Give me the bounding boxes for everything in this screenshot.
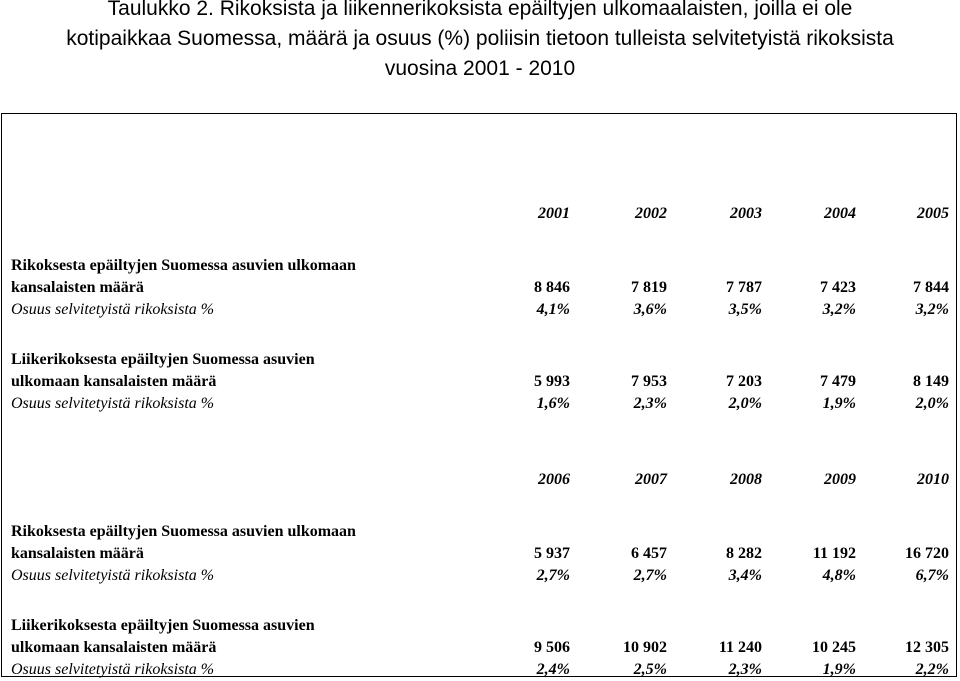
year-header: 2009: [824, 471, 856, 488]
share-cell: 4,8%: [822, 567, 856, 584]
share-label: Osuus selvitetyistä rikoksista %: [11, 301, 215, 318]
share-cell: 2,7%: [536, 567, 570, 584]
share-cell: 1,9%: [822, 661, 856, 678]
caption-line-2: kotipaikkaa Suomessa, määrä ja osuus (%) poliisin tietoon tulleista selvitetyistä rikoksista: [66, 27, 894, 50]
share-cell: 3,2%: [915, 301, 949, 318]
count-cell: 7 423: [820, 279, 856, 296]
share-cell: 3,4%: [728, 567, 762, 584]
count-cell: 10 245: [812, 639, 856, 656]
count-cell: 5 993: [534, 373, 570, 390]
share-cell: 6,7%: [915, 567, 949, 584]
share-cell: 4,1%: [536, 301, 570, 318]
year-header: 2003: [730, 205, 762, 222]
count-cell: 9 506: [534, 639, 570, 656]
share-cell: 2,0%: [915, 395, 949, 412]
count-cell: 10 902: [623, 639, 667, 656]
year-header: 2008: [730, 471, 762, 488]
year-header: 2005: [917, 205, 949, 222]
share-cell: 2,5%: [633, 661, 667, 678]
share-label: Osuus selvitetyistä rikoksista %: [11, 395, 215, 412]
count-cell: 12 305: [905, 639, 949, 656]
share-label: Osuus selvitetyistä rikoksista %: [11, 661, 215, 678]
count-cell: 8 149: [913, 373, 949, 390]
count-cell: 8 846: [534, 279, 570, 296]
row-label: kansalaisten määrä: [11, 545, 144, 562]
row-label: ulkomaan kansalaisten määrä: [11, 373, 217, 390]
year-header: 2004: [824, 205, 856, 222]
count-cell: 11 192: [812, 545, 856, 562]
count-cell: 11 240: [718, 639, 762, 656]
share-cell: 2,3%: [728, 661, 762, 678]
share-cell: 1,6%: [536, 395, 570, 412]
share-cell: 3,6%: [633, 301, 667, 318]
share-cell: 3,5%: [728, 301, 762, 318]
count-cell: 16 720: [905, 545, 949, 562]
caption-line-3: vuosina 2001 - 2010: [384, 57, 576, 80]
count-cell: 7 787: [726, 279, 762, 296]
count-cell: 7 203: [726, 373, 762, 390]
year-header: 2002: [635, 205, 667, 222]
row-label: ulkomaan kansalaisten määrä: [11, 639, 217, 656]
caption-line-1: Taulukko 2. Rikoksista ja liikennerikoksista epäiltyjen ulkomaalaisten, joilla ei ole: [107, 0, 853, 20]
count-cell: 7 953: [631, 373, 667, 390]
count-cell: 7 479: [820, 373, 856, 390]
count-cell: 7 819: [631, 279, 667, 296]
share-cell: 2,2%: [915, 661, 949, 678]
share-cell: 2,3%: [633, 395, 667, 412]
share-label: Osuus selvitetyistä rikoksista %: [11, 567, 215, 584]
year-header: 2007: [635, 471, 667, 488]
share-cell: 2,7%: [633, 567, 667, 584]
share-cell: 2,4%: [536, 661, 570, 678]
share-cell: 3,2%: [822, 301, 856, 318]
count-cell: 7 844: [913, 279, 949, 296]
year-header: 2001: [538, 205, 570, 222]
year-header: 2006: [538, 471, 570, 488]
year-header: 2010: [917, 471, 949, 488]
count-cell: 5 937: [534, 545, 570, 562]
share-cell: 2,0%: [728, 395, 762, 412]
count-cell: 8 282: [726, 545, 762, 562]
row-label: Rikoksesta epäiltyjen Suomessa asuvien ulkomaan: [11, 523, 356, 540]
row-label: kansalaisten määrä: [11, 279, 144, 296]
share-cell: 1,9%: [822, 395, 856, 412]
row-label: Liikerikoksesta epäiltyjen Suomessa asuvien: [11, 351, 315, 368]
row-label: Liikerikoksesta epäiltyjen Suomessa asuvien: [11, 617, 315, 634]
table-caption: [0, 0, 960, 84]
count-cell: 6 457: [631, 545, 667, 562]
row-label: Rikoksesta epäiltyjen Suomessa asuvien ulkomaan: [11, 257, 356, 274]
